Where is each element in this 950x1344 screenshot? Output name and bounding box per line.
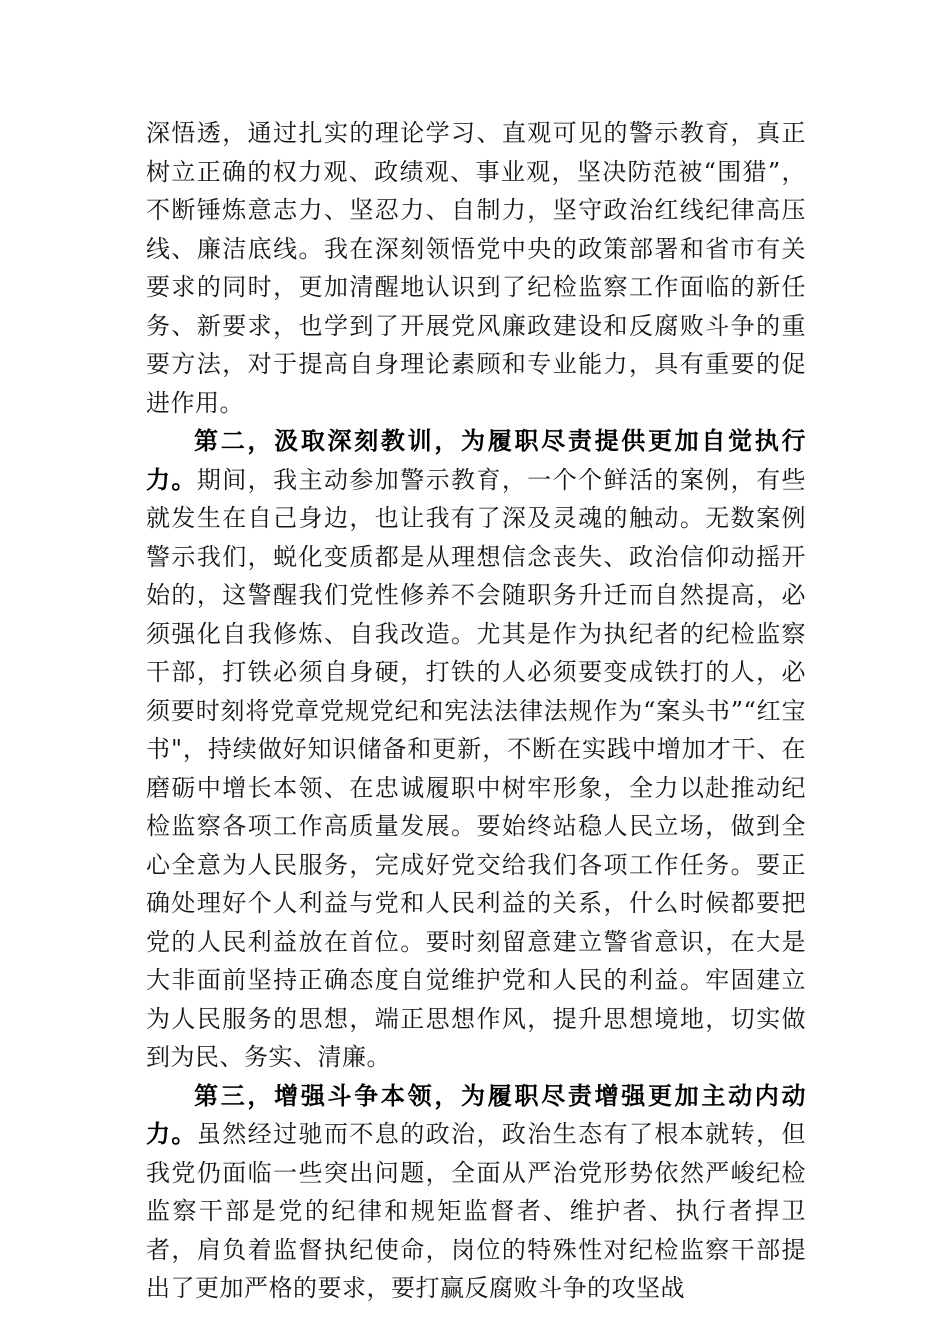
paragraph-3-heading: 第三，增强斗争本领，为履职尽责增强更加主动内动力。 [146, 1081, 806, 1148]
paragraph-continued [146, 114, 806, 422]
document-body [146, 114, 806, 1308]
paragraph-2-body: 期间，我主动参加警示教育，一个个鲜活的案例，有些就发生在自己身边，也让我有了深及灵魂的触动。无数案例警示我们，蜕化变质都是从理想信念丧失、政治信仰动摇开始的，这警醒我们党性修养不会随职务升迁而自然提高，必须强化自我修炼、自我改造。尤其是作为执纪者的纪检监察干部，打铁必须自身硬，打铁的人必须要变成铁打的人，必须要时刻将党章党规党纪和宪法法律法规作为“案头书”“红宝书"，持续做好知识储备和更新，不断在实践中增加才干、在磨砺中增长本领、在忠诚履职中树牢形象，全力以赴推动纪检监察各项工作高质量发展。要始终站稳人民立场，做到全心全意为人民服务，完成好党交给我们各项工作任务。要正确处理好个人利益与党和人民利益的关系，什么时候都要把党的人民利益放在首位。要时刻留意建立警省意识，在大是大非面前坚持正确态度自觉维护党和人民的利益。牢固建立为人民服务的思想，端正思想作风，提升思想境地，切实做到为民、务实、清廉。 [146, 465, 807, 1071]
paragraph-1-body: 深悟透，通过扎实的理论学习、直观可见的警示教育，真正树立正确的权力观、政绩观、事业观，坚决防范被“围猎”，不断锤炼意志力、坚忍力、自制力，坚守政治红线纪律高压线、廉洁底线。我在深刻领悟党中央的政策部署和省市有关要求的同时，更加清醒地认识到了纪检监察工作面临的新任务、新要求，也学到了开展党风廉政建设和反腐败斗争的重要方法，对于提高自身理论素顾和专业能力，具有重要的促进作用。 [146, 119, 806, 417]
paragraph-2-heading: 第二，汲取深刻教训，为履职尽责提供更加自觉执行力。 [146, 427, 806, 494]
paragraph-second [146, 422, 806, 1077]
paragraph-third [146, 1077, 806, 1308]
paragraph-3-body: 虽然经过驰而不息的政治，政治生态有了根本就转，但我党仍面临一些突出问题，全面从严治党形势依然严峻纪检监察干部是党的纪律和规矩监督者、维护者、执行者捍卫者，肩负着监督执纪使命，岗位的特殊性对纪检监察干部提出了更加严格的要求，要打赢反腐败斗争的攻坚战 [146, 1120, 807, 1302]
